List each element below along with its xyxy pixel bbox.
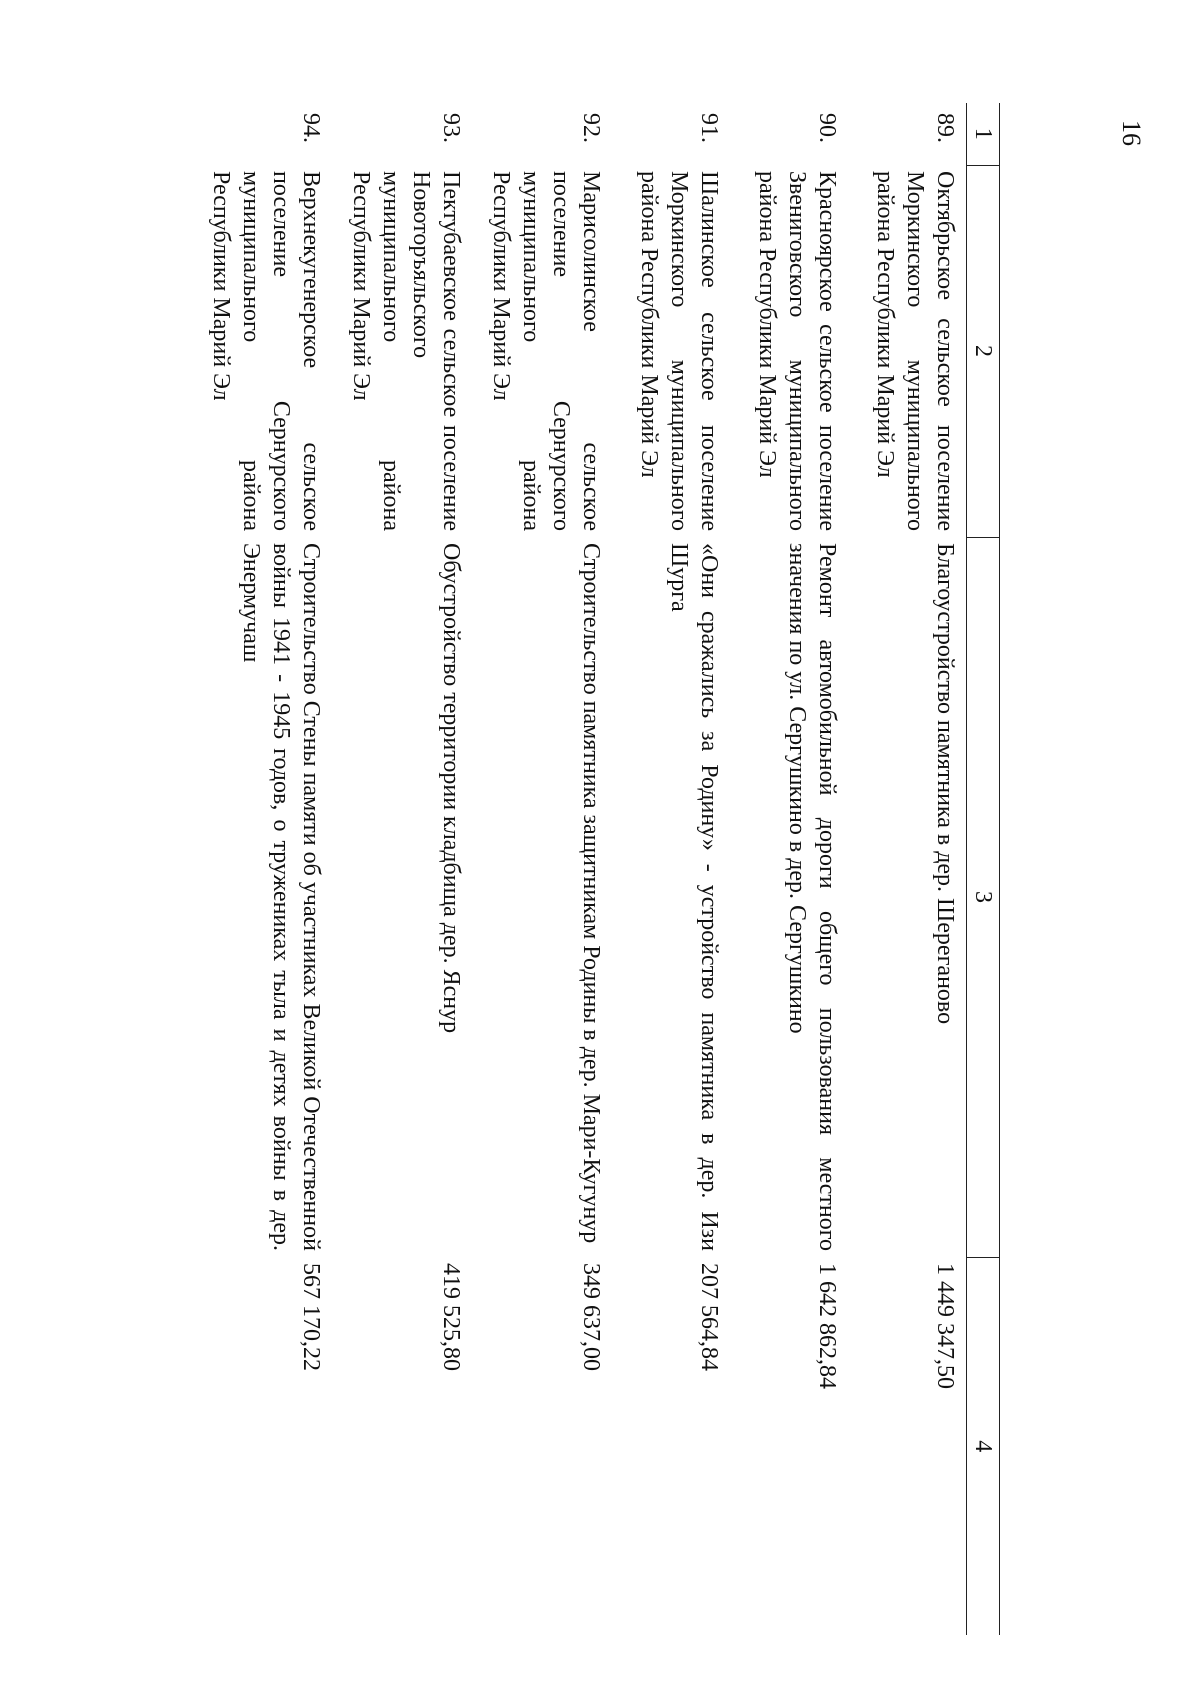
amount: 567 170,22 xyxy=(298,1263,325,1371)
header-col-3: 3 xyxy=(967,537,1000,1257)
row-number: 89. xyxy=(932,113,958,143)
row-number: 92. xyxy=(578,113,605,143)
table-row xyxy=(849,103,967,1635)
amount: 1 642 862,84 xyxy=(814,1263,841,1389)
header-col-4: 4 xyxy=(967,1257,1000,1635)
project-description: Благоустройство памятника в дер. Шереганово xyxy=(932,543,958,1025)
project-description: Обустройство территории кладбища дер. Яснур xyxy=(438,543,465,1034)
project-description: Строительство памятника защитникам Родины в дер. Мари-Кугунур xyxy=(578,543,605,1244)
municipality-name: Пектубаевское сельское поселение Новоторъяльского муниципального района Республики Марий Эл xyxy=(348,171,465,531)
row-number: 91. xyxy=(696,113,723,143)
table-row xyxy=(333,103,473,1635)
table-header xyxy=(967,103,1000,1635)
row-number: 93. xyxy=(438,113,465,143)
table-row xyxy=(613,103,731,1635)
data-table xyxy=(193,103,1001,1635)
amount: 1 449 347,50 xyxy=(932,1263,958,1389)
project-description: «Они сражались за Родину» - устройство памятника в дер. Изи Шурга xyxy=(666,543,723,1251)
amount: 349 637,00 xyxy=(578,1263,605,1371)
amount: 207 564,84 xyxy=(696,1263,723,1371)
municipality-name: Октябрьское сельское поселение Моркинского муниципального района Республики Марий Эл xyxy=(872,171,958,531)
table-row xyxy=(473,103,613,1635)
row-number: 90. xyxy=(814,113,841,143)
row-number: 94. xyxy=(298,113,325,143)
page-number: 16 xyxy=(1117,120,1146,146)
municipality-name: Марисолинское сельское поселение Сернурского муниципального района Республики Марий Эл xyxy=(488,171,605,531)
table-container xyxy=(210,103,1000,1635)
amount: 419 525,80 xyxy=(438,1263,465,1371)
table-row xyxy=(731,103,849,1635)
header-col-1: 1 xyxy=(967,103,1000,165)
project-description: Строительство Стены памяти об участниках Великой Отечественной войны 1941 - 1945 годов, о тружениках тыла и детях войны в дер. Энермучаш xyxy=(238,543,325,1251)
project-description: Ремонт автомобильной дороги общего пользования местного значения по ул. Сергушкино в дер. Сергушкино xyxy=(784,543,841,1251)
header-col-2: 2 xyxy=(967,165,1000,537)
municipality-name: Верхнекугенерское сельское поселение Сернурского муниципального района Республики Марий Эл xyxy=(208,171,325,531)
municipality-name: Шалинское сельское поселение Моркинского муниципального района Республики Марий Эл xyxy=(636,171,723,531)
table-row xyxy=(193,103,333,1635)
municipality-name: Красноярское сельское поселение Звениговского муниципального района Республики Марий Эл xyxy=(754,171,841,531)
